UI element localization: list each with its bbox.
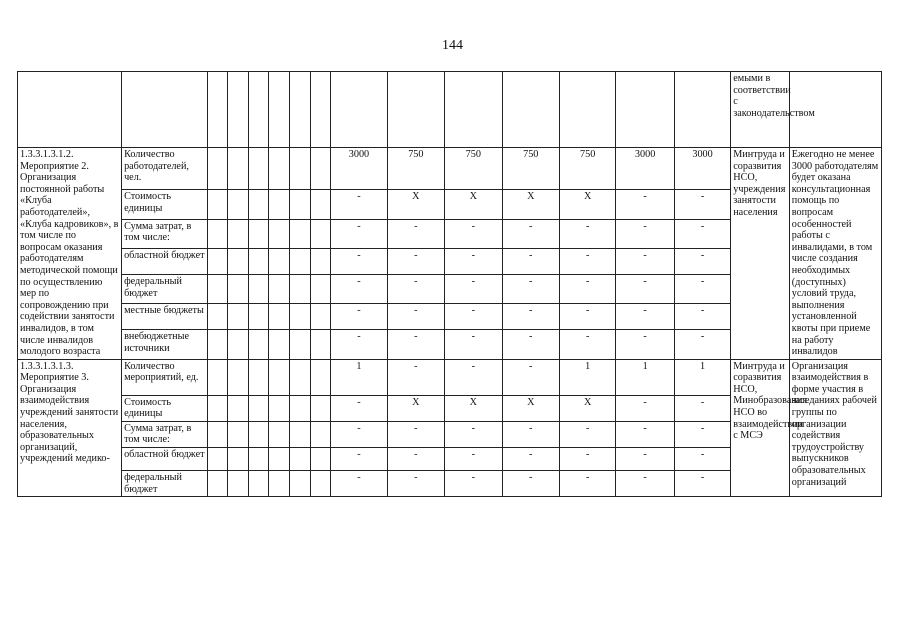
value-cell: - [674, 471, 730, 497]
value-cell: X [387, 190, 444, 219]
value-cell: - [559, 219, 615, 248]
empty-cell [228, 148, 249, 190]
indicator-cell: Количество мероприятий, ед. [122, 359, 208, 395]
value-cell: - [502, 275, 559, 304]
empty-cell [269, 219, 290, 248]
value-cell: 1 [674, 359, 730, 395]
empty-cell [269, 275, 290, 304]
value-cell: - [445, 304, 502, 330]
value-cell: 750 [387, 148, 444, 190]
empty-cell [248, 148, 269, 190]
empty-cell [248, 304, 269, 330]
value-cell: - [331, 219, 387, 248]
value-cell: - [616, 421, 675, 447]
empty-cell [228, 471, 249, 497]
empty-cell [269, 304, 290, 330]
value-cell: 3000 [616, 148, 675, 190]
value-cell: - [616, 249, 675, 275]
value-cell: - [331, 190, 387, 219]
empty-cell [290, 275, 311, 304]
value-cell: - [616, 330, 675, 359]
empty-cell [310, 148, 331, 190]
value-cell: - [387, 471, 444, 497]
empty-cell [290, 249, 311, 275]
value-cell: - [502, 471, 559, 497]
value-cell: - [387, 275, 444, 304]
value-cell: - [674, 448, 730, 471]
value-cell: - [559, 330, 615, 359]
table-row [18, 148, 882, 190]
value-cell: - [387, 249, 444, 275]
empty-cell [207, 190, 228, 219]
empty-cell [207, 421, 228, 447]
empty-cell [310, 471, 331, 497]
value-cell: - [616, 448, 675, 471]
value-cell: X [502, 190, 559, 219]
value-cell: - [559, 304, 615, 330]
indicator-cell: местные бюджеты [122, 304, 208, 330]
value-cell: - [674, 275, 730, 304]
table-row [18, 359, 882, 395]
value-cell: - [445, 219, 502, 248]
empty-cell [207, 448, 228, 471]
value-cell: 750 [445, 148, 502, 190]
value-cell: - [445, 249, 502, 275]
value-cell: - [445, 448, 502, 471]
empty-cell [269, 471, 290, 497]
value-cell: - [445, 471, 502, 497]
value-cell: 3000 [331, 148, 387, 190]
indicator-cell: внебюджетные источники [122, 330, 208, 359]
empty-cell [248, 471, 269, 497]
empty-cell [207, 471, 228, 497]
value-cell: X [559, 395, 615, 421]
empty-cell [310, 275, 331, 304]
value-cell: X [559, 190, 615, 219]
empty-cell [248, 219, 269, 248]
empty-cell [310, 330, 331, 359]
empty-cell [207, 148, 228, 190]
empty-cell [228, 330, 249, 359]
empty-cell [290, 304, 311, 330]
value-cell: X [445, 190, 502, 219]
value-cell: - [502, 219, 559, 248]
value-cell: - [387, 304, 444, 330]
value-cell: X [502, 395, 559, 421]
indicator-cell: Сумма затрат, в том числе: [122, 219, 208, 248]
empty-cell [269, 421, 290, 447]
empty-cell [310, 249, 331, 275]
indicator-cell: федеральный бюджет [122, 471, 208, 497]
empty-cell [228, 395, 249, 421]
value-cell: - [559, 275, 615, 304]
empty-cell [290, 190, 311, 219]
expected-result-cell: Организация взаимодействия в форме участия в заседаниях рабочей группы по организации содействия трудоустройству выпускников образовательных организаций [789, 359, 881, 497]
empty-cell [207, 249, 228, 275]
empty-cell [207, 330, 228, 359]
value-cell: - [502, 421, 559, 447]
value-cell: 1 [331, 359, 387, 395]
empty-cell [290, 148, 311, 190]
empty-cell [207, 395, 228, 421]
empty-cell [310, 359, 331, 395]
empty-cell [248, 249, 269, 275]
value-cell: - [616, 275, 675, 304]
empty-cell [207, 275, 228, 304]
empty-cell [248, 448, 269, 471]
empty-cell [248, 359, 269, 395]
value-cell: - [502, 359, 559, 395]
indicator-cell: Стоимость единицы [122, 395, 208, 421]
empty-cell [228, 304, 249, 330]
empty-cell [228, 421, 249, 447]
value-cell: - [616, 304, 675, 330]
value-cell: - [674, 395, 730, 421]
value-cell: - [616, 190, 675, 219]
value-cell: - [387, 359, 444, 395]
empty-cell [228, 219, 249, 248]
value-cell: - [674, 304, 730, 330]
value-cell: 3000 [674, 148, 730, 190]
value-cell: 1 [559, 359, 615, 395]
empty-cell [228, 448, 249, 471]
indicator-cell: Сумма затрат, в том числе: [122, 421, 208, 447]
value-cell: 750 [502, 148, 559, 190]
empty-cell [269, 249, 290, 275]
empty-cell [290, 395, 311, 421]
value-cell: - [387, 219, 444, 248]
value-cell: - [616, 395, 675, 421]
value-cell: - [331, 304, 387, 330]
program-table [17, 71, 882, 497]
indicator-cell: Стоимость единицы [122, 190, 208, 219]
empty-cell [228, 249, 249, 275]
indicator-cell: областной бюджет [122, 448, 208, 471]
empty-cell [310, 219, 331, 248]
empty-cell [228, 275, 249, 304]
activity-code: 1.3.3.1.3.1.3. Мероприятие 3. Организация взаимодействия учреждений занятости населения, образовательных организаций, учреждений медико- [18, 359, 122, 497]
empty-cell [269, 395, 290, 421]
value-cell: X [387, 395, 444, 421]
empty-cell [269, 448, 290, 471]
value-cell: - [445, 330, 502, 359]
value-cell: - [331, 275, 387, 304]
page-number: 144 [442, 38, 463, 53]
empty-cell [269, 330, 290, 359]
empty-cell [269, 359, 290, 395]
value-cell: X [445, 395, 502, 421]
empty-cell [248, 395, 269, 421]
value-cell: - [502, 249, 559, 275]
empty-cell [248, 421, 269, 447]
value-cell: - [445, 275, 502, 304]
empty-cell [310, 304, 331, 330]
empty-cell [207, 304, 228, 330]
executor-tail: емыми в соответствии с законодательством [731, 72, 790, 148]
value-cell: - [387, 448, 444, 471]
value-cell: - [559, 249, 615, 275]
empty-cell [228, 190, 249, 219]
empty-cell [290, 448, 311, 471]
empty-cell [248, 330, 269, 359]
empty-cell [310, 395, 331, 421]
value-cell: - [559, 471, 615, 497]
activity-code: 1.3.3.1.3.1.2. Мероприятие 2. Организация постоянной работы «Клуба работодателей», «Клуба кадровиков», в том числе по вопросам оказания работодателям методической помощи по осуществлению мер по сопровождению при содействии занятости инвалидов, в том числе инвалидов молодого возраста [18, 148, 122, 360]
value-cell: - [331, 395, 387, 421]
value-cell: - [331, 421, 387, 447]
value-cell: - [387, 421, 444, 447]
empty-cell [310, 421, 331, 447]
executor-cell: Минтруда и соразвития НСО, Минобразования НСО во взаимодействии с МСЭ [731, 359, 790, 497]
empty-cell [207, 359, 228, 395]
indicator-cell: федеральный бюджет [122, 275, 208, 304]
value-cell: - [445, 359, 502, 395]
expected-result-cell: Ежегодно не менее 3000 работодателям будет оказана консультационная помощь по вопросам особенностей работы с инвалидами, в том числе создания необходимых (доступных) условий труда, выполнения установленной квоты при приеме на работу инвалидов [789, 148, 881, 360]
continued-header-row [18, 72, 882, 148]
value-cell: - [674, 219, 730, 248]
empty-cell [290, 219, 311, 248]
empty-cell [248, 190, 269, 219]
value-cell: - [616, 219, 675, 248]
empty-cell [290, 471, 311, 497]
value-cell: - [674, 421, 730, 447]
indicator-cell: Количество работодателей, чел. [122, 148, 208, 190]
value-cell: - [331, 330, 387, 359]
value-cell: - [445, 421, 502, 447]
value-cell: - [387, 330, 444, 359]
value-cell: - [674, 330, 730, 359]
empty-cell [290, 330, 311, 359]
value-cell: - [331, 471, 387, 497]
value-cell: - [674, 190, 730, 219]
empty-cell [207, 219, 228, 248]
value-cell: - [559, 421, 615, 447]
value-cell: - [331, 249, 387, 275]
value-cell: - [559, 448, 615, 471]
value-cell: - [331, 448, 387, 471]
empty-cell [269, 148, 290, 190]
empty-cell [228, 359, 249, 395]
value-cell: - [502, 448, 559, 471]
empty-cell [248, 275, 269, 304]
value-cell: - [674, 249, 730, 275]
empty-cell [290, 421, 311, 447]
value-cell: - [502, 304, 559, 330]
value-cell: - [616, 471, 675, 497]
executor-cell: Минтруда и соразвития НСО, учреждения занятости населения [731, 148, 790, 360]
value-cell: - [502, 330, 559, 359]
value-cell: 1 [616, 359, 675, 395]
empty-cell [310, 190, 331, 219]
value-cell: 750 [559, 148, 615, 190]
empty-cell [269, 190, 290, 219]
empty-cell [310, 448, 331, 471]
indicator-cell: областной бюджет [122, 249, 208, 275]
empty-cell [290, 359, 311, 395]
